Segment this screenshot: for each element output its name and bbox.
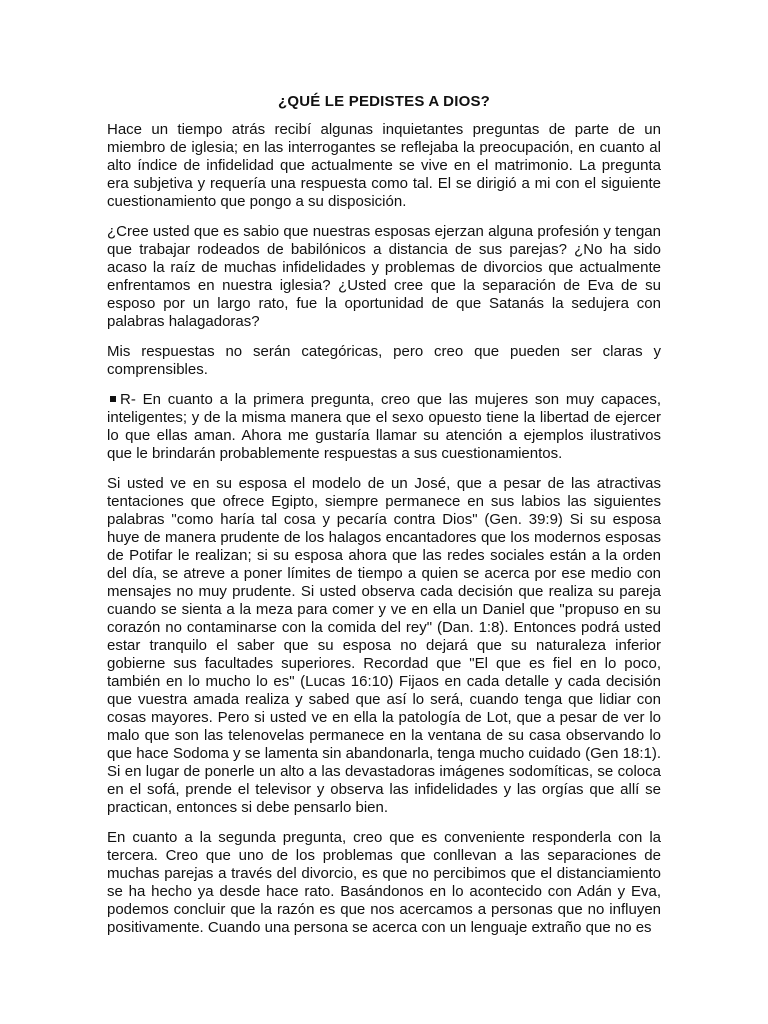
bullet-paragraph — [107, 391, 661, 463]
paragraph-questions: ¿Cree usted que es sabio que nuestras esposas ejerzan alguna profesión y tengan que trabajar rodeados de babilónicos a distancia de sus parejas? ¿No ha sido acaso la raíz de muchas infidelidades y problemas de divorcios que actualmente enfrentamos en nuestra iglesia? ¿Usted cree que la separación de Eva de su esposo por un largo rato, fue la oportunidad de que Satanás la sedujera con palabras halagadoras? — [107, 223, 661, 330]
paragraph-second-question: En cuanto a la segunda pregunta, creo que es conveniente responderla con la tercera. Creo que uno de los problemas que conllevan a las separaciones de muchas parejas a través del divorcio, es que no percibimos que el distanciamiento se ha hecho ya desde hace rato. Basándonos en lo acontecido con Adán y Eva, podemos concluir que la razón es que nos acercamos a personas que no influyen positivamente. Cuando una persona se acerca con un lenguaje extraño que no es — [107, 829, 661, 936]
paragraph-answers-note: Mis respuestas no serán categóricas, pero creo que pueden ser claras y comprensibles. — [107, 343, 661, 378]
paragraph-jose-example: Si usted ve en su esposa el modelo de un José, que a pesar de las atractivas tentaciones que ofrece Egipto, siempre permanece en sus labios las siguientes palabras "como haría tal cosa y pecaría contra Dios" (Gen. 39:9) Si su esposa huye de manera prudente de los halagos encantadores que los modernos esposas de Potifar le realizan; si su esposa ahora que las redes sociales están a la orden del día, se atreve a poner límites de tiempo a quien se acerca por ese medio con mensajes no muy prudente. Si usted observa cada decisión que realiza su pareja cuando se sienta a la meza para comer y ve en ella un Daniel que "propuso en su corazón no contaminarse con la comida del rey" (Dan. 1:8). Entonces podrá usted estar tranquilo el saber que su esposa no dejará que su naturaleza inferior gobierne sus facultades superiores. Recordad que "El que es fiel en lo poco, también en lo mucho lo es" (Lucas 16:10) Fijaos en cada detalle y cada decisión que vuestra amada realiza y sabed que así lo será, cuando tenga que lidiar con cosas mayores. Pero si usted ve en ella la patología de Lot, que a pesar de ver lo malo que son las telenovelas permanece en la ventana de su casa observando lo que hace Sodoma y se lamenta sin abandonarla, tenga mucho cuidado (Gen 18:1). Si en lugar de ponerle un alto a las devastadoras imágenes sodomíticas, se coloca en el sofá, prende el televisor y observa las infidelidades y las orgías que allí se practican, entonces si debe pensarlo bien. — [107, 475, 661, 816]
bullet-paragraph-text: R- En cuanto a la primera pregunta, creo que las mujeres son muy capaces, inteligentes; y de la misma manera que el sexo opuesto tiene la libertad de ejercer lo que ellas aman. Ahora me gustaría llamar su atención a ejemplos ilustrativos que le brindarán probablemente respuestas a sus cuestionamientos. — [107, 391, 661, 462]
square-bullet-icon — [110, 396, 116, 402]
paragraph-intro: Hace un tiempo atrás recibí algunas inquietantes preguntas de parte de un miembro de iglesia; en las interrogantes se reflejaba la preocupación, en cuanto al alto índice de infidelidad que actualmente se vive en el matrimonio. La pregunta era subjetiva y requería una respuesta como tal. El se dirigió a mi con el siguiente cuestionamiento que pongo a su disposición. — [107, 121, 661, 210]
document-title: ¿QUÉ LE PEDISTES A DIOS? — [277, 93, 491, 110]
